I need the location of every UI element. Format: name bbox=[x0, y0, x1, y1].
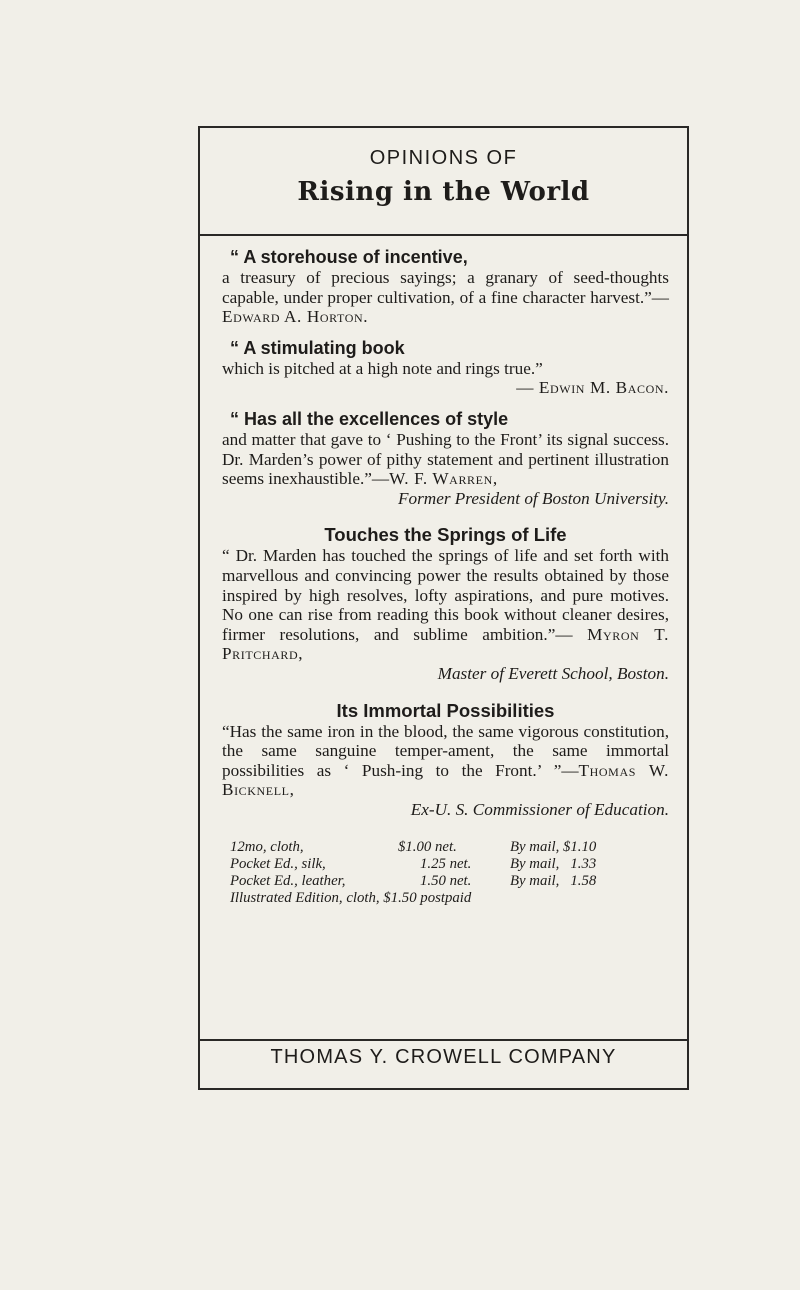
price-row bbox=[230, 856, 596, 873]
price-row bbox=[230, 890, 596, 907]
testimonials bbox=[222, 246, 669, 907]
section-heading: Touches the Springs of Life bbox=[324, 524, 567, 546]
testimonial-bicknell bbox=[222, 700, 669, 820]
quote-text: “Has the same iron in the blood, the same vigorous constitution, the same sanguine temper-ament, the same immortal possibilities as ‘ Push-ing to the Front.’ ”—Thomas W. Bicknell, bbox=[222, 721, 669, 800]
section-heading: Its Immortal Possibilities bbox=[336, 699, 555, 721]
quote-text: a treasury of precious sayings; a granary of seed-thoughts capable, under proper cultivation, of a fine character harvest.”—Edward A. Horton. bbox=[222, 268, 669, 327]
price-table bbox=[230, 839, 596, 907]
author-title: Master of Everett School, Boston. bbox=[437, 663, 669, 683]
quote-author: Myron T. Pritchard, bbox=[222, 624, 669, 664]
price-list bbox=[222, 839, 669, 907]
quote-text: which is pitched at a high note and rings true.” bbox=[222, 358, 543, 378]
price-cell: 1.25 net. bbox=[420, 856, 472, 873]
quote-text: “ Dr. Marden has touched the springs of life and set forth with marvellous and convincing power the results obtained by those inspired by high resolves, lofty aspirations, and pure motives. No one can rise from reading this book without cleaner desires, firmer resolutions, and sublime ambition.”— Myron T. Pritchard, bbox=[222, 546, 669, 664]
quote-headline: “ A storehouse of incentive, bbox=[230, 247, 468, 267]
testimonial-bacon bbox=[222, 337, 669, 398]
header bbox=[200, 128, 687, 236]
opinions-of-label: OPINIONS OF bbox=[369, 147, 518, 169]
testimonial-warren bbox=[222, 408, 669, 508]
quote-text: and matter that gave to ‘ Pushing to the Front’ its signal success. Dr. Marden’s power of pithy statement and pertinent illustration seems inexhaustible.”—W. F. Warren, bbox=[222, 429, 669, 489]
testimonial-pritchard bbox=[222, 524, 669, 683]
author-title: Former President of Boston University. bbox=[398, 488, 669, 508]
footer-divider bbox=[200, 1039, 687, 1041]
edition-cell: Pocket Ed., leather, bbox=[230, 873, 346, 890]
quote-author: Thomas W. Bicknell, bbox=[222, 760, 669, 800]
price-row bbox=[230, 873, 596, 890]
quote-headline: “ Has all the excellences of style bbox=[230, 408, 509, 429]
mail-price-cell: By mail, 1.58 bbox=[510, 873, 597, 890]
price-cell: $1.00 net. bbox=[398, 839, 457, 856]
edition-cell: Pocket Ed., silk, bbox=[230, 856, 326, 873]
mail-price-cell: By mail, $1.10 bbox=[510, 839, 597, 856]
quote-author: W. F. Warren, bbox=[389, 469, 498, 489]
edition-cell: 12mo, cloth, bbox=[230, 839, 304, 856]
quote-headline: “ A stimulating book bbox=[230, 337, 405, 358]
publisher-name: THOMAS Y. CROWELL COMPANY bbox=[270, 1046, 617, 1068]
book-title: Rising in the World bbox=[297, 177, 590, 207]
quote-author: — Edwin M. Bacon. bbox=[516, 378, 669, 398]
quote-author: Edward A. Horton. bbox=[222, 307, 369, 327]
price-row bbox=[230, 839, 596, 856]
mail-price-cell: By mail, 1.33 bbox=[510, 856, 597, 873]
price-cell: 1.50 net. bbox=[420, 873, 472, 890]
advertisement-frame bbox=[198, 126, 689, 1090]
author-title: Ex-U. S. Commissioner of Education. bbox=[410, 799, 669, 819]
testimonial-horton bbox=[222, 246, 669, 327]
edition-cell: Illustrated Edition, cloth, $1.50 postpaid bbox=[230, 890, 472, 907]
